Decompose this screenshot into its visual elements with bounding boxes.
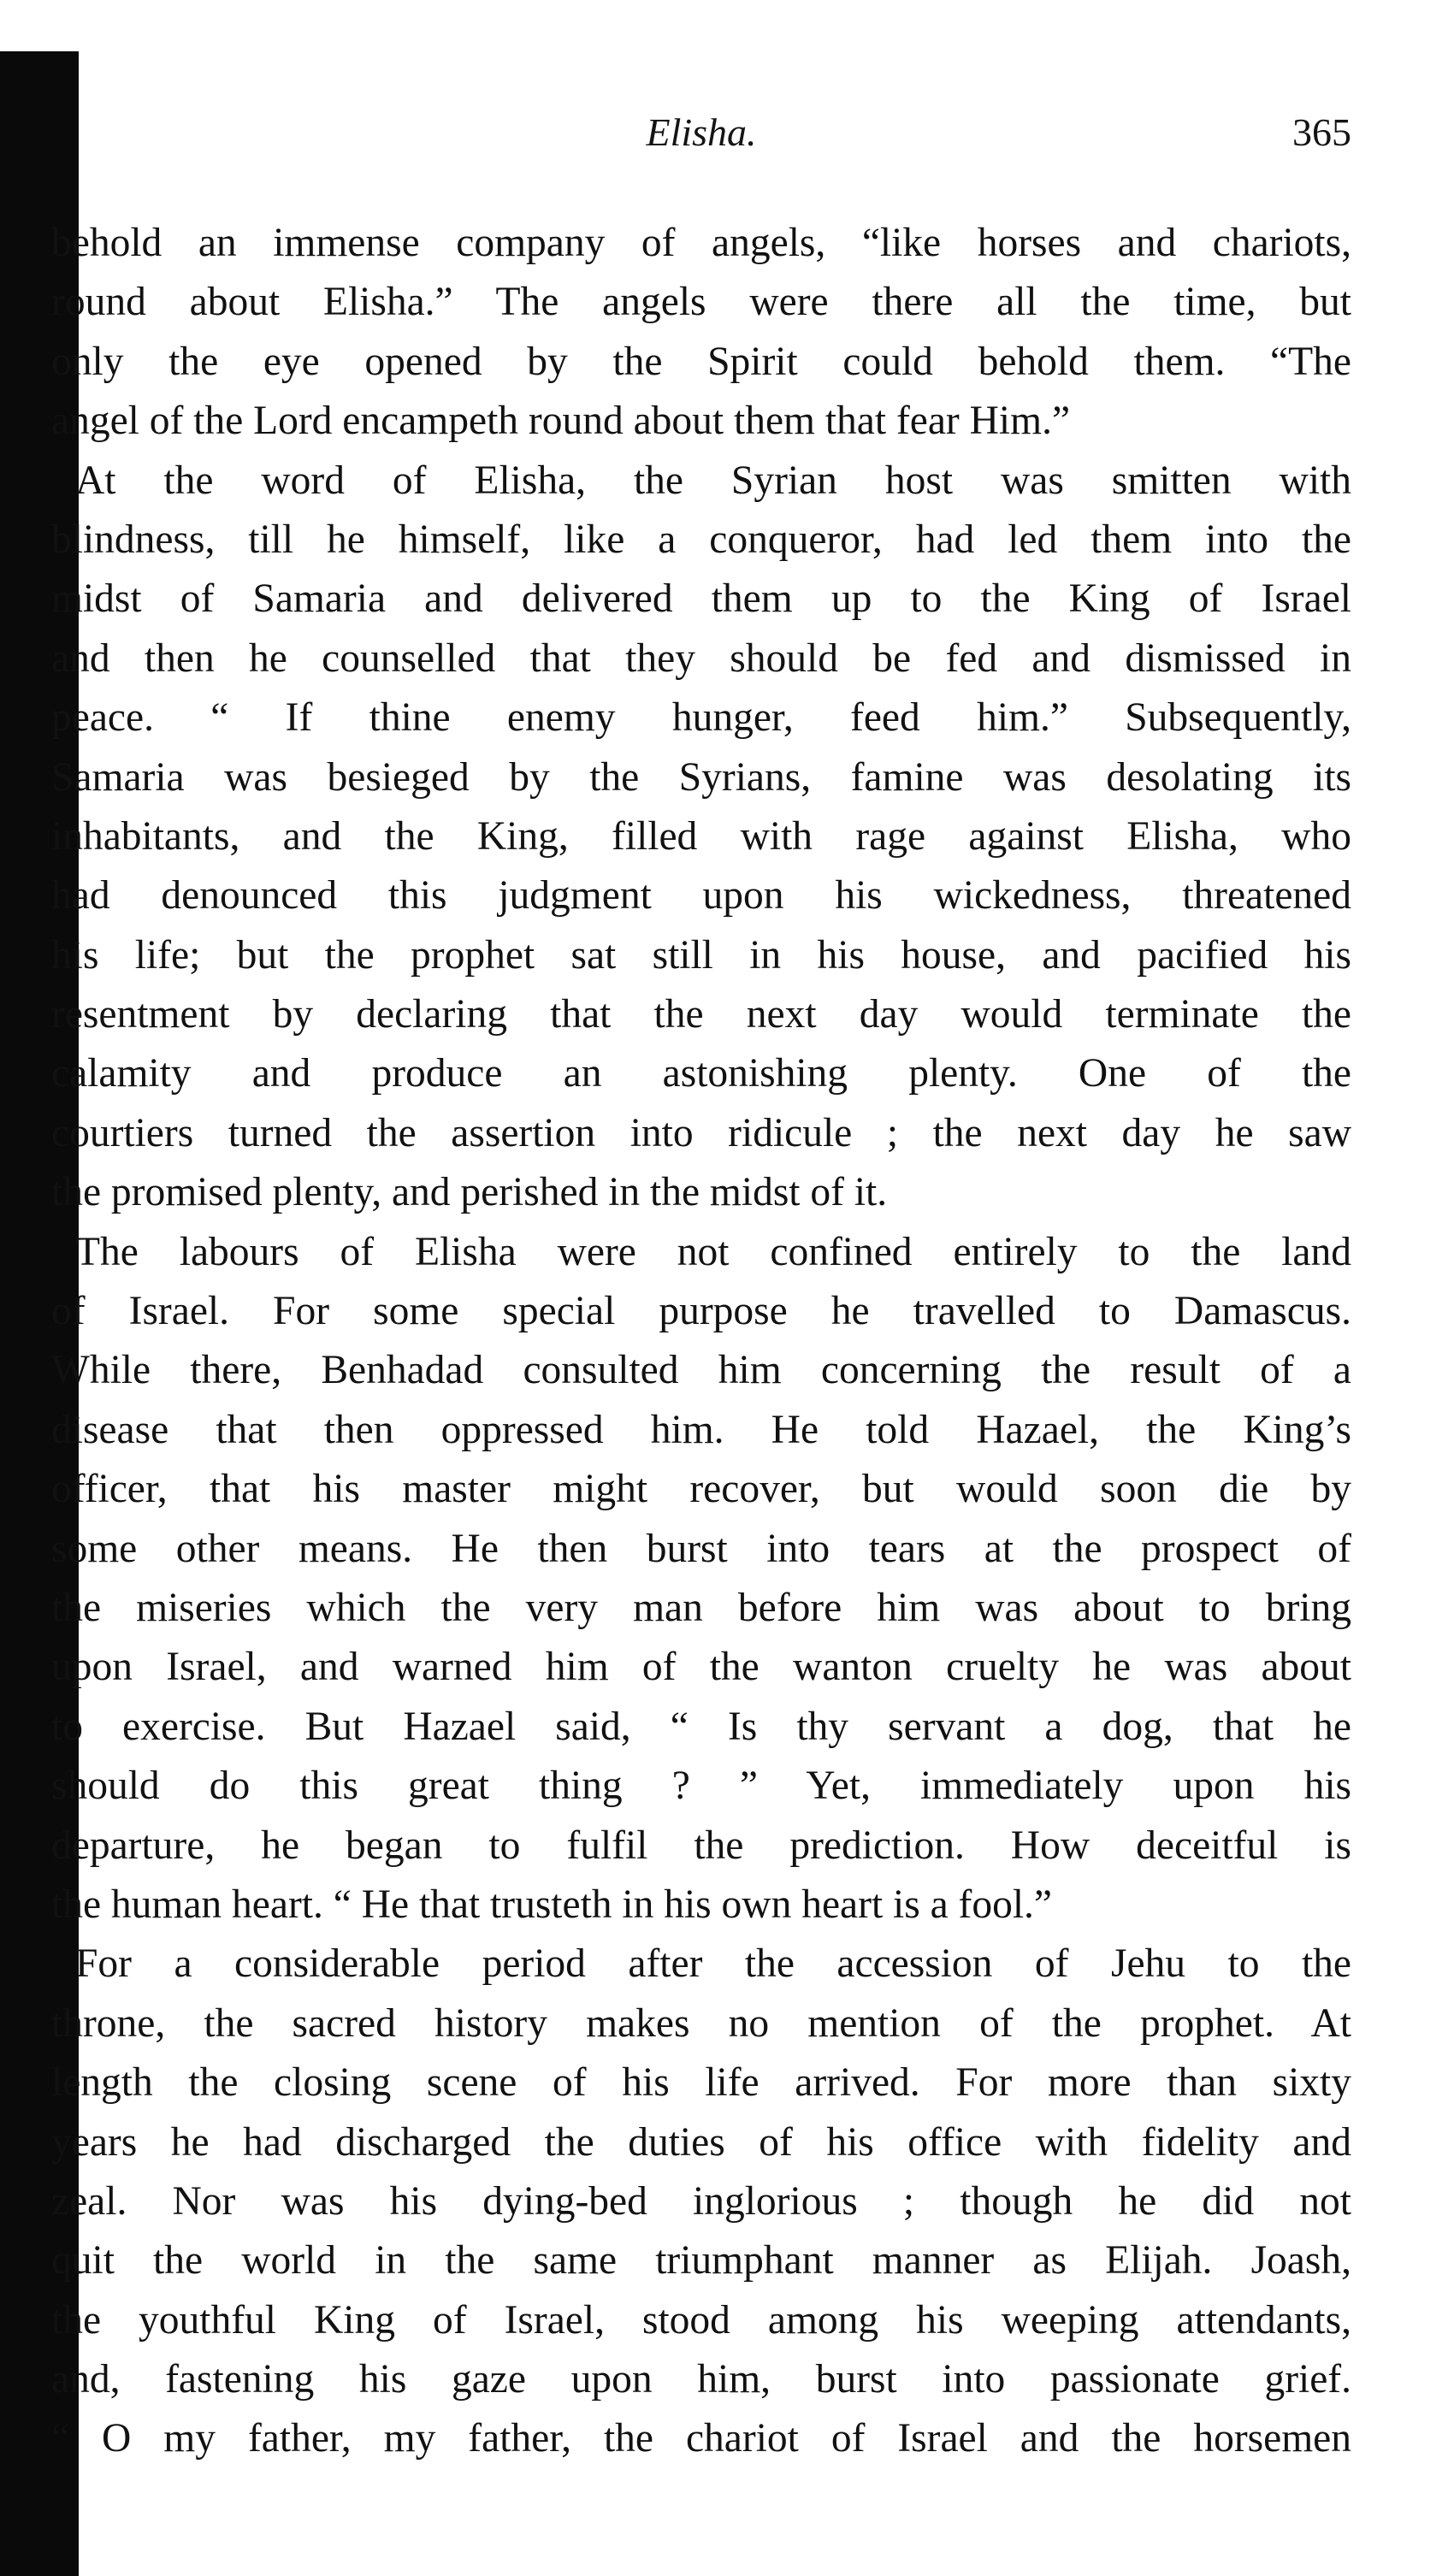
text-line: the miseries which the very man before him was about to bring [51,1585,1351,1630]
text-line: the youthful King of Israel, stood among his weeping attendants, [51,2297,1351,2343]
text-line: years he had discharged the duties of his office with fidelity and [51,2119,1351,2165]
page-header [51,109,1351,178]
text-line: his life; but the prophet sat still in his house, and pacified his [51,932,1351,978]
text-line: blindness, till he himself, like a conqueror, had led them into the [51,517,1351,562]
text-line: disease that then oppressed him. He told Hazael, the King’s [51,1407,1351,1452]
text-line: inhabitants, and the King, filled with rage against Elisha, who [51,813,1351,859]
text-line: resentment by declaring that the next day would terminate the [51,992,1351,1037]
text-line: length the closing scene of his life arrived. For more than sixty [51,2060,1351,2106]
text-line: throne, the sacred history makes no mention of the prophet. At [51,2000,1351,2046]
text-line: While there, Benhadad consulted him concerning the result of a [51,1348,1351,1393]
text-line: Samaria was besieged by the Syrians, famine was desolating its [51,754,1351,800]
text-line: officer, that his master might recover, but would soon die by [51,1467,1351,1512]
text-line: zeal. Nor was his dying-bed inglorious ; though he did not [51,2178,1351,2224]
text-line: should do this great thing ? ” Yet, immediately upon his [51,1764,1351,1809]
text-line: For a considerable period after the accession of Jehu to the [75,1941,1351,1987]
text-line: only the eye opened by the Spirit could behold them. “The [51,339,1351,384]
body-text [51,214,1351,2469]
text-line: of Israel. For some special purpose he travelled to Damascus. [51,1289,1351,1334]
running-title: Elisha. [646,110,757,154]
text-line: behold an immense company of angels, “like horses and chariots, [51,221,1351,265]
text-line: some other means. He then burst into tears at the prospect of [51,1526,1351,1571]
text-line: departure, he began to fulfil the prediction. How deceitful is [51,1823,1351,1868]
text-line: “ O my father, my father, the chariot of Israel and the horsemen [51,2416,1351,2461]
text-line: quit the world in the same triumphant manner as Elijah. Joash, [51,2238,1351,2284]
page-number: 365 [1292,110,1351,154]
text-line: At the word of Elisha, the Syrian host was smitten with [75,458,1351,503]
text-line: the human heart. “ He that trusteth in his own heart is a fool.” [51,1882,1053,1927]
text-line: angel of the Lord encampeth round about them that fear Him.” [51,399,1071,444]
text-line: the promised plenty, and perished in the midst of it. [51,1170,888,1215]
text-line: peace. “ If thine enemy hunger, feed him.” Subsequently, [51,695,1351,741]
text-line: calamity and produce an astonishing plenty. One of the [51,1051,1351,1096]
text-line: courtiers turned the assertion into ridicule ; the next day he saw [51,1110,1351,1155]
text-line: midst of Samaria and delivered them up to the King of Israel [51,576,1351,622]
text-line: to exercise. But Hazael said, “ Is thy servant a dog, that he [51,1704,1351,1749]
text-line: and then he counselled that they should be fed and dismissed in [51,635,1351,681]
text-line: upon Israel, and warned him of the wanton cruelty he was about [51,1645,1351,1690]
text-line: round about Elisha.” The angels were there all the time, but [51,280,1351,325]
text-line: and, fastening his gaze upon him, burst into passionate grief. [51,2357,1351,2402]
text-line: had denounced this judgment upon his wickedness, threatened [51,873,1351,919]
text-line: The labours of Elisha were not confined entirely to the land [75,1229,1351,1274]
